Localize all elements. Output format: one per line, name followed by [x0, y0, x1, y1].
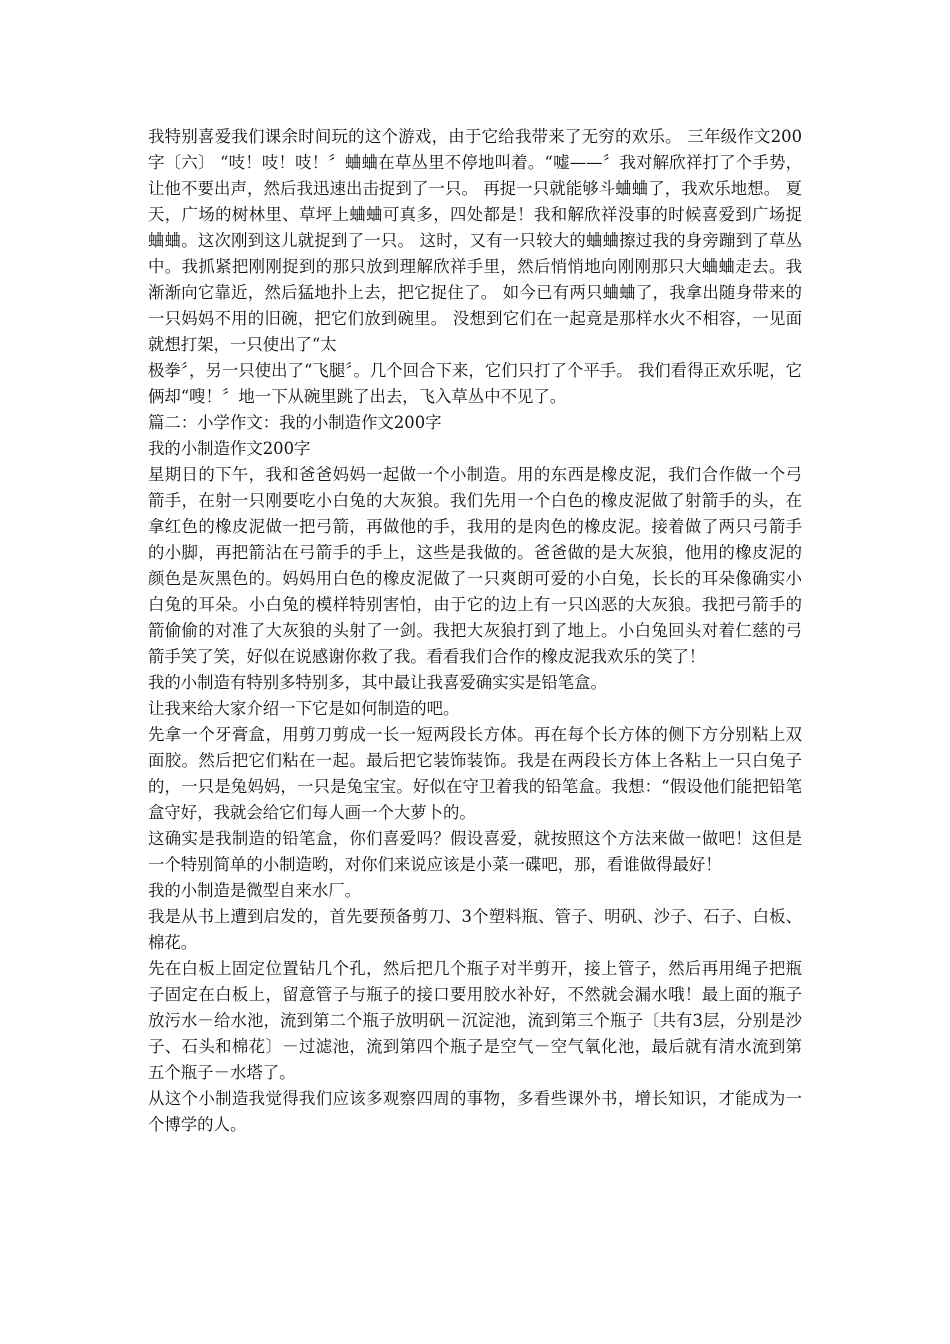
paragraph-text: 我的小制造有特别多特别多，其中最让我喜爱确实实是铅笔盒。	[148, 673, 607, 692]
article-title	[148, 436, 802, 462]
paragraph-text: 极拳〞，另一只使出了“飞腿〞。几个回合下来，它们只打了个平手。 我们看得正欢乐呢，它俩却“嗖！〞地一下从碗里跳了出去，飞入草丛中不见了。	[148, 361, 802, 406]
paragraph-text: 星期日的下午，我和爸爸妈妈一起做一个小制造。用的东西是橡皮泥，我们合作做一个弓箭手，在射一只刚要吃小白兔的大灰狼。我们先用一个白色的橡皮泥做了射箭手的头，在拿红色的橡皮泥做一把弓箭，再做他的手，我用的是肉色的橡皮泥。接着做了两只弓箭手的小脚，再把箭沾在弓箭手的手上，这些是我做的。爸爸做的是大灰狼，他用的橡皮泥的颜色是灰黑色的。妈妈用白色的橡皮泥做了一只爽朗可爱的小白兔，长长的耳朵像确实小白兔的耳朵。小白兔的模样特别害怕，由于它的边上有一只凶恶的大灰狼。我把弓箭手的箭偷偷的对准了大灰狼的头射了一剑。我把大灰狼打到了地上。小白兔回头对着仁慈的弓箭手笑了笑，好似在说感谢你救了我。看看我们合作的橡皮泥我欢乐的笑了！	[148, 465, 802, 666]
paragraph-text: 我是从书上遭到启发的，首先要预备剪刀、3个塑料瓶、管子、明矾、沙子、石子、白板、棉花。	[148, 907, 802, 952]
paragraph-text: 我特别喜爱我们课余时间玩的这个游戏，由于它给我带来了无穷的欢乐。 三年级作文200字〔六〕 “吱！吱！吱！〞蛐蛐在草丛里不停地叫着。“嘘——〞我对解欣祥打了个手势，让他不要出声，然后我迅速出击捉到了一只。 再捉一只就能够斗蛐蛐了，我欢乐地想。 夏天，广场的树林里、草坪上蛐蛐可真多，四处都是！我和解欣祥没事的时候喜爱到广场捉蛐蛐。这次刚到这儿就捉到了一只。 这时，又有一只较大的蛐蛐擦过我的身旁蹦到了草丛中。我抓紧把刚刚捉到的那只放到理解欣祥手里，然后悄悄地向刚刚那只大蛐蛐走去。我渐渐向它靠近，然后猛地扑上去，把它捉住了。 如今已有两只蛐蛐了，我拿出随身带来的一只妈妈不用的旧碗，把它们放到碗里。 没想到它们在一起竟是那样水火不相容，一见面就想打架，一只使出了“太	[148, 127, 802, 354]
paragraph-conclusion	[148, 1086, 802, 1138]
title-text: 我的小制造作文200字	[148, 439, 311, 458]
paragraph-pencil-case-steps	[148, 722, 802, 826]
document-page	[148, 124, 802, 1138]
paragraph-text: 让我来给大家介绍一下它是如何制造的吧。	[148, 699, 460, 718]
paragraph-pencil-case-end	[148, 826, 802, 878]
paragraph-cricket-story-end	[148, 358, 802, 410]
heading-text: 篇二：小学作文：我的小制造作文200字	[148, 413, 442, 432]
paragraph-cricket-story	[148, 124, 802, 358]
paragraph-clay-archer	[148, 462, 802, 670]
paragraph-text: 从这个小制造我觉得我们应该多观察四周的事物，多看些课外书，增长知识，才能成为一个博学的人。	[148, 1089, 802, 1134]
paragraph-text: 我的小制造是微型自来水厂。	[148, 881, 362, 900]
paragraph-how-made	[148, 696, 802, 722]
paragraph-text: 先在白板上固定位置钻几个孔，然后把几个瓶子对半剪开，接上管子，然后再用绳子把瓶子固定在白板上，留意管子与瓶子的接口要用胶水补好，不然就会漏水哦！最上面的瓶子放污水－给水池，流到第二个瓶子放明矾－沉淀池，流到第三个瓶子〔共有3层，分别是沙子、石头和棉花〕－过滤池，流到第四个瓶子是空气－空气氧化池，最后就有清水流到第五个瓶子－水塔了。	[148, 959, 802, 1082]
section-heading	[148, 410, 802, 436]
paragraph-text: 先拿一个牙膏盒，用剪刀剪成一长一短两段长方体。再在每个长方体的侧下方分别粘上双面胶。然后把它们粘在一起。最后把它装饰装饰。我是在两段长方体上各粘上一只白兔子的，一只是兔妈妈，一只是兔宝宝。好似在守卫着我的铅笔盒。我想：“假设他们能把铅笔盒守好，我就会给它们每人画一个大萝卜的。	[148, 725, 802, 822]
paragraph-pencil-case-intro	[148, 670, 802, 696]
paragraph-water-plant-steps	[148, 956, 802, 1086]
paragraph-materials	[148, 904, 802, 956]
paragraph-text: 这确实是我制造的铅笔盒，你们喜爱吗？假设喜爱，就按照这个方法来做一做吧！这但是一个特别简单的小制造哟，对你们来说应该是小菜一碟吧，那，看谁做得最好！	[148, 829, 802, 874]
paragraph-water-plant-intro	[148, 878, 802, 904]
